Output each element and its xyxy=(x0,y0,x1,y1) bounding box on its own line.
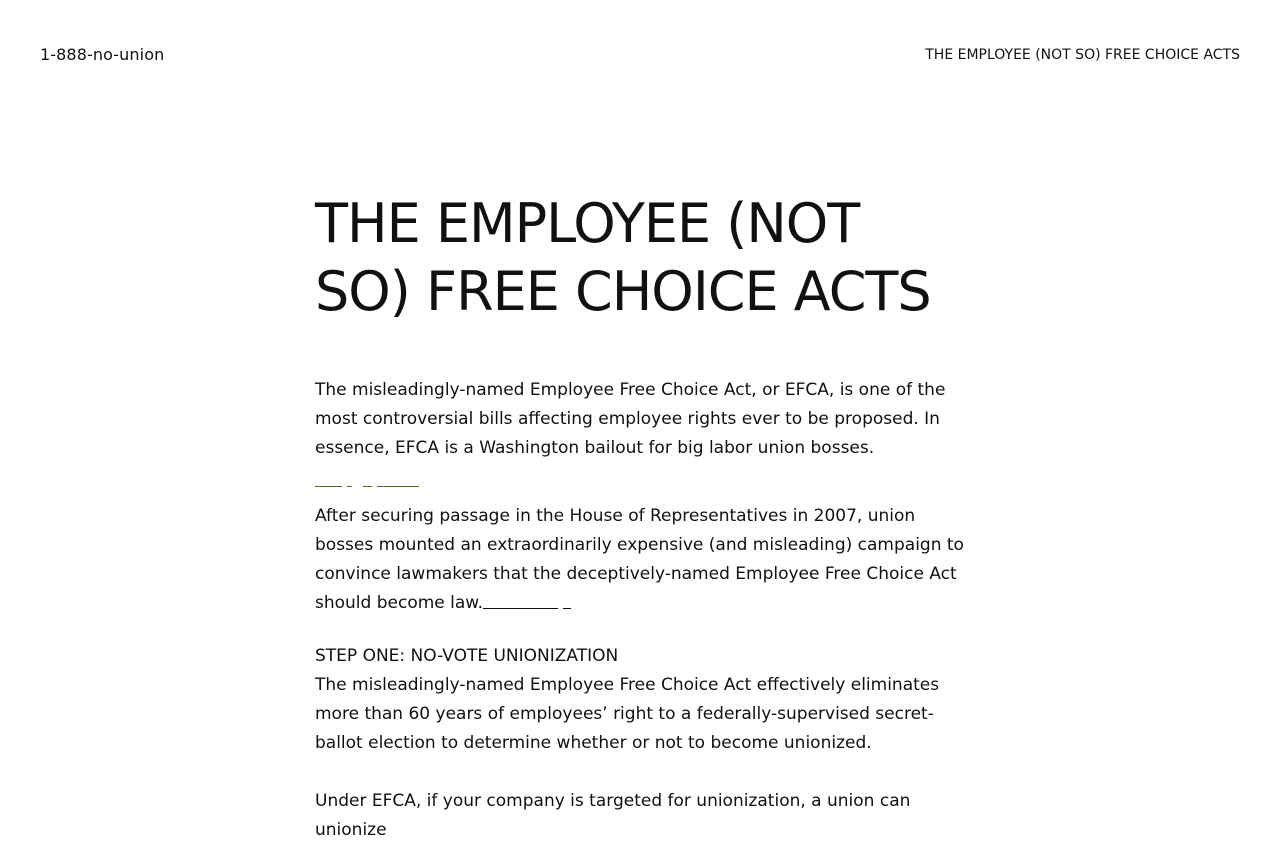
paragraph-gap xyxy=(315,758,965,787)
paragraph-under-efca: Under EFCA, if your company is targeted for unionization, a union can unionize xyxy=(315,791,911,840)
site-header xyxy=(40,45,1240,69)
underline-marks xyxy=(483,590,575,608)
main-content xyxy=(315,190,965,845)
paragraph-step-one: The misleadingly-named Employee Free Choice Act effectively eliminates more than 60 years of employees’ right to a federally-supervised secret-ballot election to determine whether or not to become unionized. xyxy=(315,675,940,753)
site-title-link[interactable]: 1-888-no-union xyxy=(40,45,165,64)
page-title: THE EMPLOYEE (NOT SO) FREE CHOICE ACTS xyxy=(315,192,931,323)
article-body xyxy=(315,376,965,845)
section-heading-step-one: STEP ONE: NO-VOTE UNIONIZATION xyxy=(315,646,619,666)
paragraph-gap xyxy=(315,618,965,642)
nav-link-efca[interactable]: THE EMPLOYEE (NOT SO) FREE CHOICE ACTS xyxy=(925,47,1240,63)
paragraph-house-passage xyxy=(315,502,965,618)
intro-paragraph: The misleadingly-named Employee Free Choice Act, or EFCA, is one of the most controversial bills affecting employee rights ever to be proposed. In essence, EFCA is a Washington bailout for big labor union bosses. xyxy=(315,380,946,458)
paragraph-house-passage-text: After securing passage in the House of Representatives in 2007, union bosses mounted an extraordinarily expensive (and misleading) campaign to convince lawmakers that the deceptively-named Employee Free Choice Act should become law. xyxy=(315,506,964,613)
decorative-rule xyxy=(315,463,435,492)
